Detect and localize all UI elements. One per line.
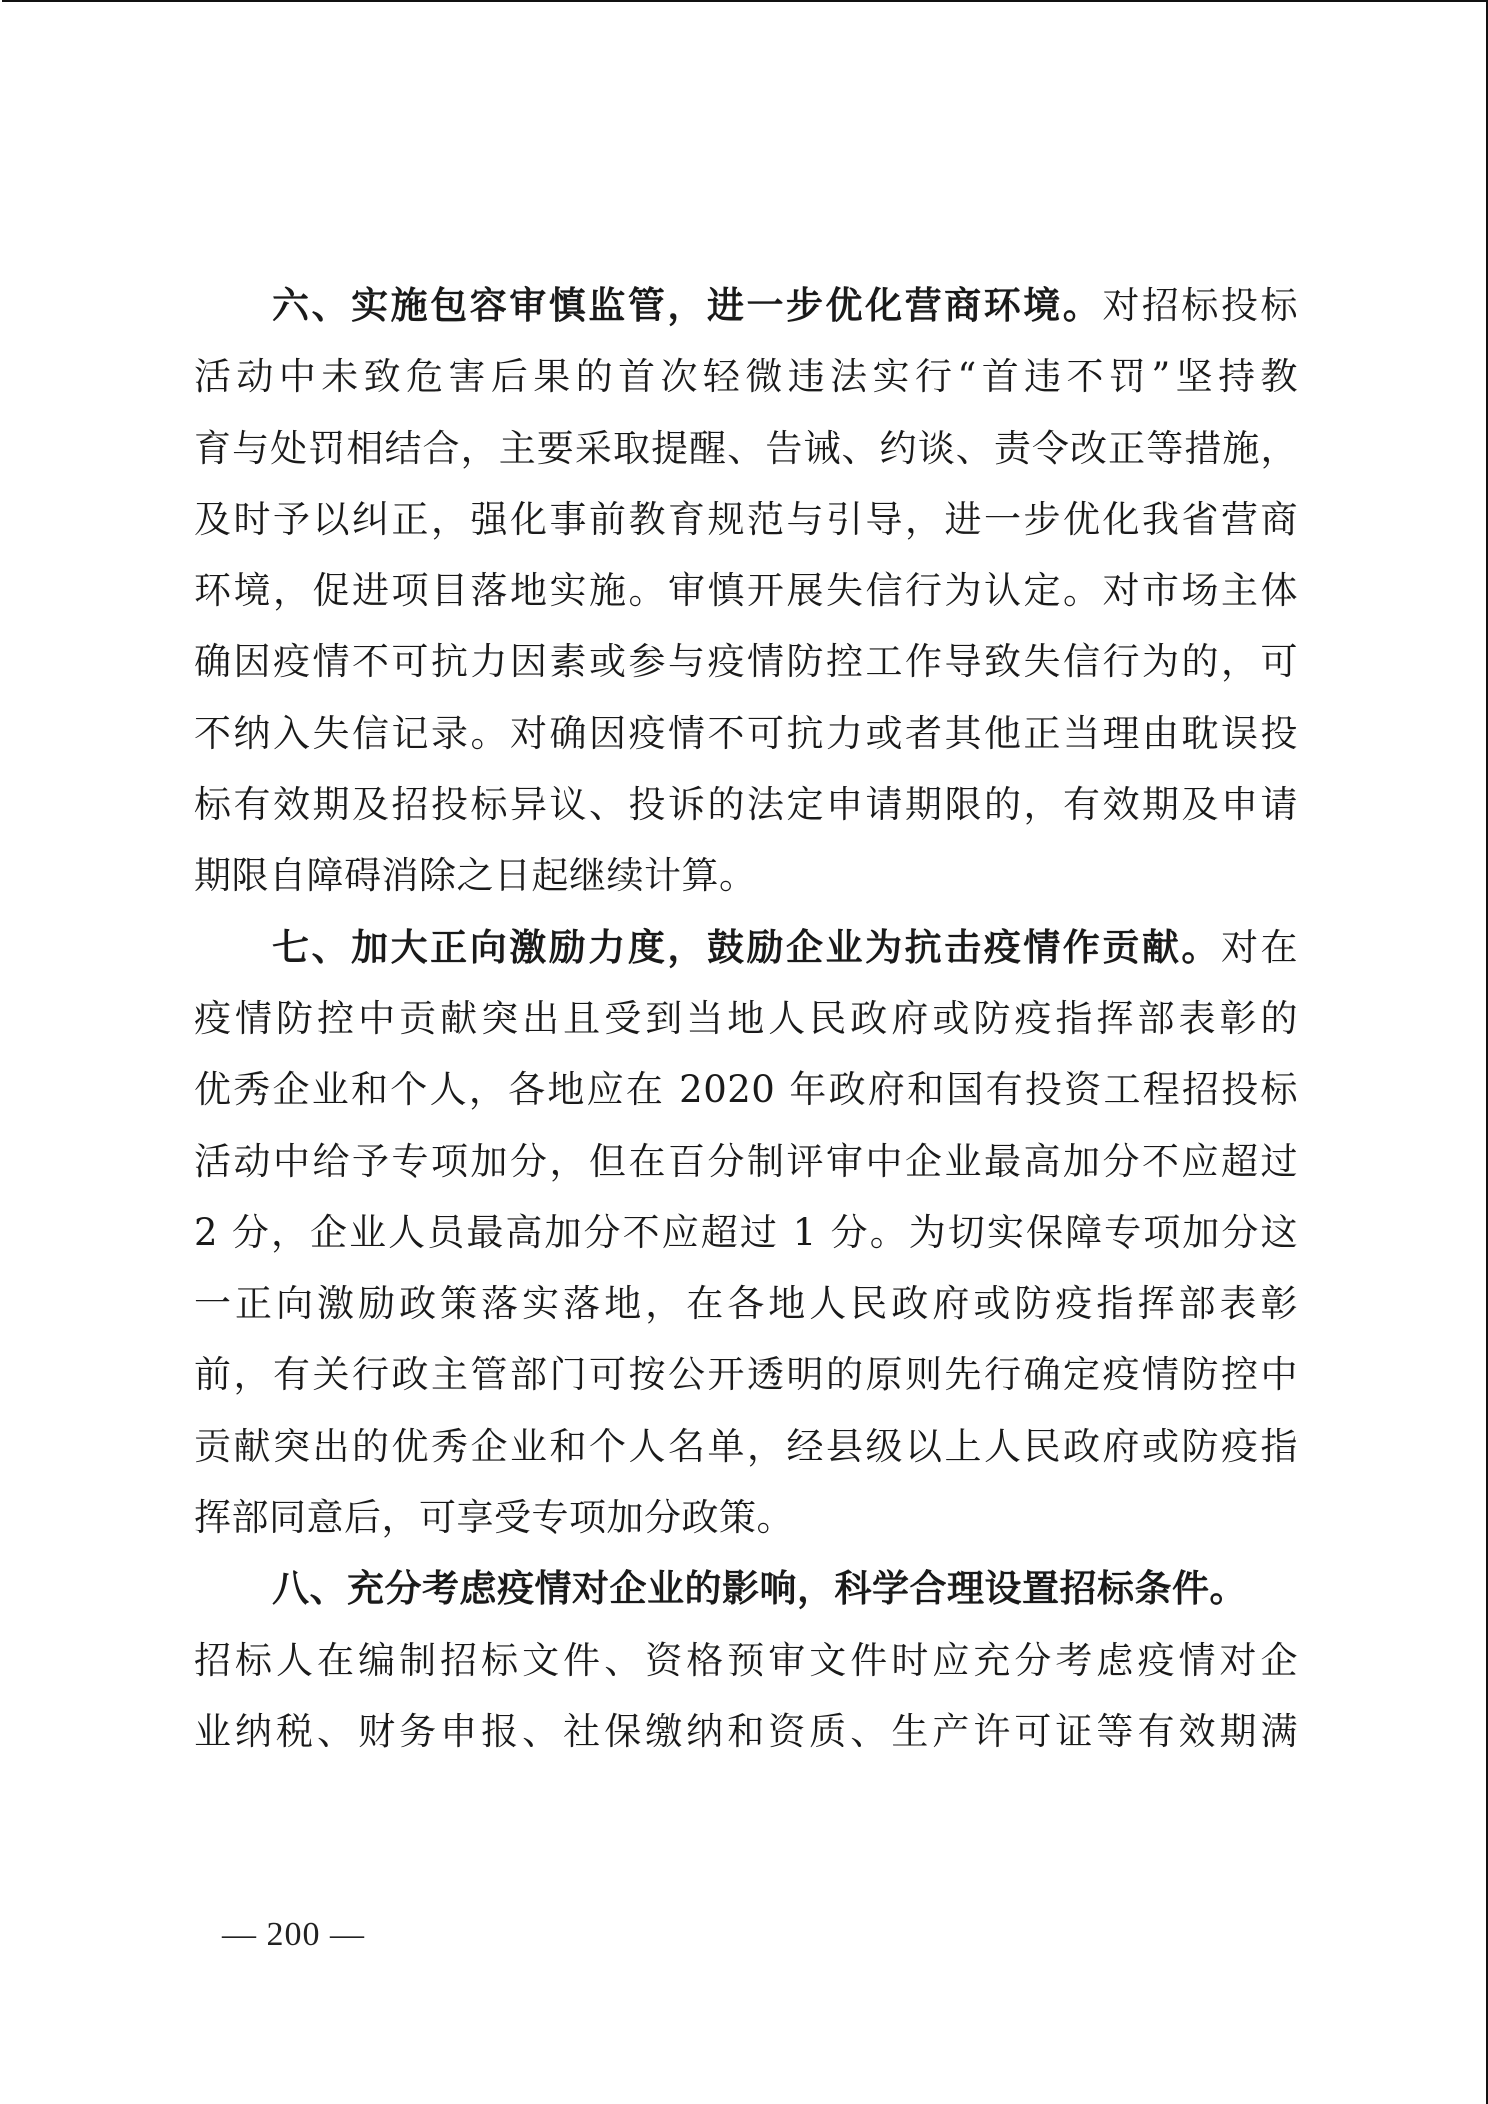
section-eight-first-line	[194, 1553, 1298, 1624]
section-six-heading: 六、实施包容审慎监管，进一步优化营商环境。	[272, 284, 1103, 327]
paragraph-line: 活动中未致危害后果的首次轻微违法实行“首违不罚”坚持教	[194, 355, 1298, 399]
paragraph-line: 活动中给予专项加分，但在百分制评审中企业最高加分不应超过	[194, 1139, 1298, 1183]
paragraph-line: 确因疫情不可抗力因素或参与疫情防控工作导致失信行为的，可	[194, 640, 1298, 684]
section-seven-heading: 七、加大正向激励力度，鼓励企业为抗击疫情作贡献。	[272, 925, 1221, 969]
paragraph-line: 一正向激励政策落实落地，在各地人民政府或防疫指挥部表彰	[194, 1282, 1298, 1326]
paragraph-line: 疫情防控中贡献突出且受到当地人民政府或防疫指挥部表彰的	[194, 996, 1298, 1040]
paragraph-line: 不纳入失信记录。对确因疫情不可抗力或者其他正当理由耽误投	[194, 711, 1298, 755]
paragraph-line: 挥部同意后，可享受专项加分政策。	[194, 1496, 794, 1540]
paragraph-text: 对招标投标	[1102, 284, 1299, 327]
paragraph-line: 环境，促进项目落地实施。审慎开展失信行为认定。对市场主体	[194, 569, 1298, 613]
section-six-first-line	[194, 270, 1298, 341]
paragraph-line: 及时予以纠正，强化事前教育规范与引导，进一步优化我省营商	[194, 497, 1298, 541]
paragraph-line: 前，有关行政主管部门可按公开透明的原则先行确定疫情防控中	[194, 1353, 1298, 1397]
paragraph-line: 2 分，企业人员最高加分不应超过 1 分。为切实保障专项加分这	[194, 1210, 1298, 1254]
paragraph-line: 业纳税、财务申报、社保缴纳和资质、生产许可证等有效期满	[194, 1709, 1298, 1753]
page-number: — 200 —	[222, 1916, 365, 1953]
paragraph-line: 育与处罚相结合，主要采取提醒、告诫、约谈、责令改正等措施，	[194, 426, 1298, 470]
section-eight-heading: 八、充分考虑疫情对企业的影响，科学合理设置招标条件。	[272, 1567, 1247, 1611]
section-seven-first-line	[194, 912, 1298, 983]
paragraph-line: 优秀企业和个人，各地应在 2020 年政府和国有投资工程招投标	[194, 1068, 1298, 1112]
paragraph-text: 对在	[1220, 925, 1299, 969]
paragraph-line: 期限自障碍消除之日起继续计算。	[194, 854, 757, 898]
paragraph-line: 标有效期及招投标异议、投诉的法定申请期限的，有效期及申请	[194, 783, 1298, 827]
paragraph-line: 贡献突出的优秀企业和个人名单，经县级以上人民政府或防疫指	[194, 1424, 1298, 1468]
paragraph-line: 招标人在编制招标文件、资格预审文件时应充分考虑疫情对企	[194, 1638, 1298, 1682]
document-body	[194, 270, 1298, 1767]
